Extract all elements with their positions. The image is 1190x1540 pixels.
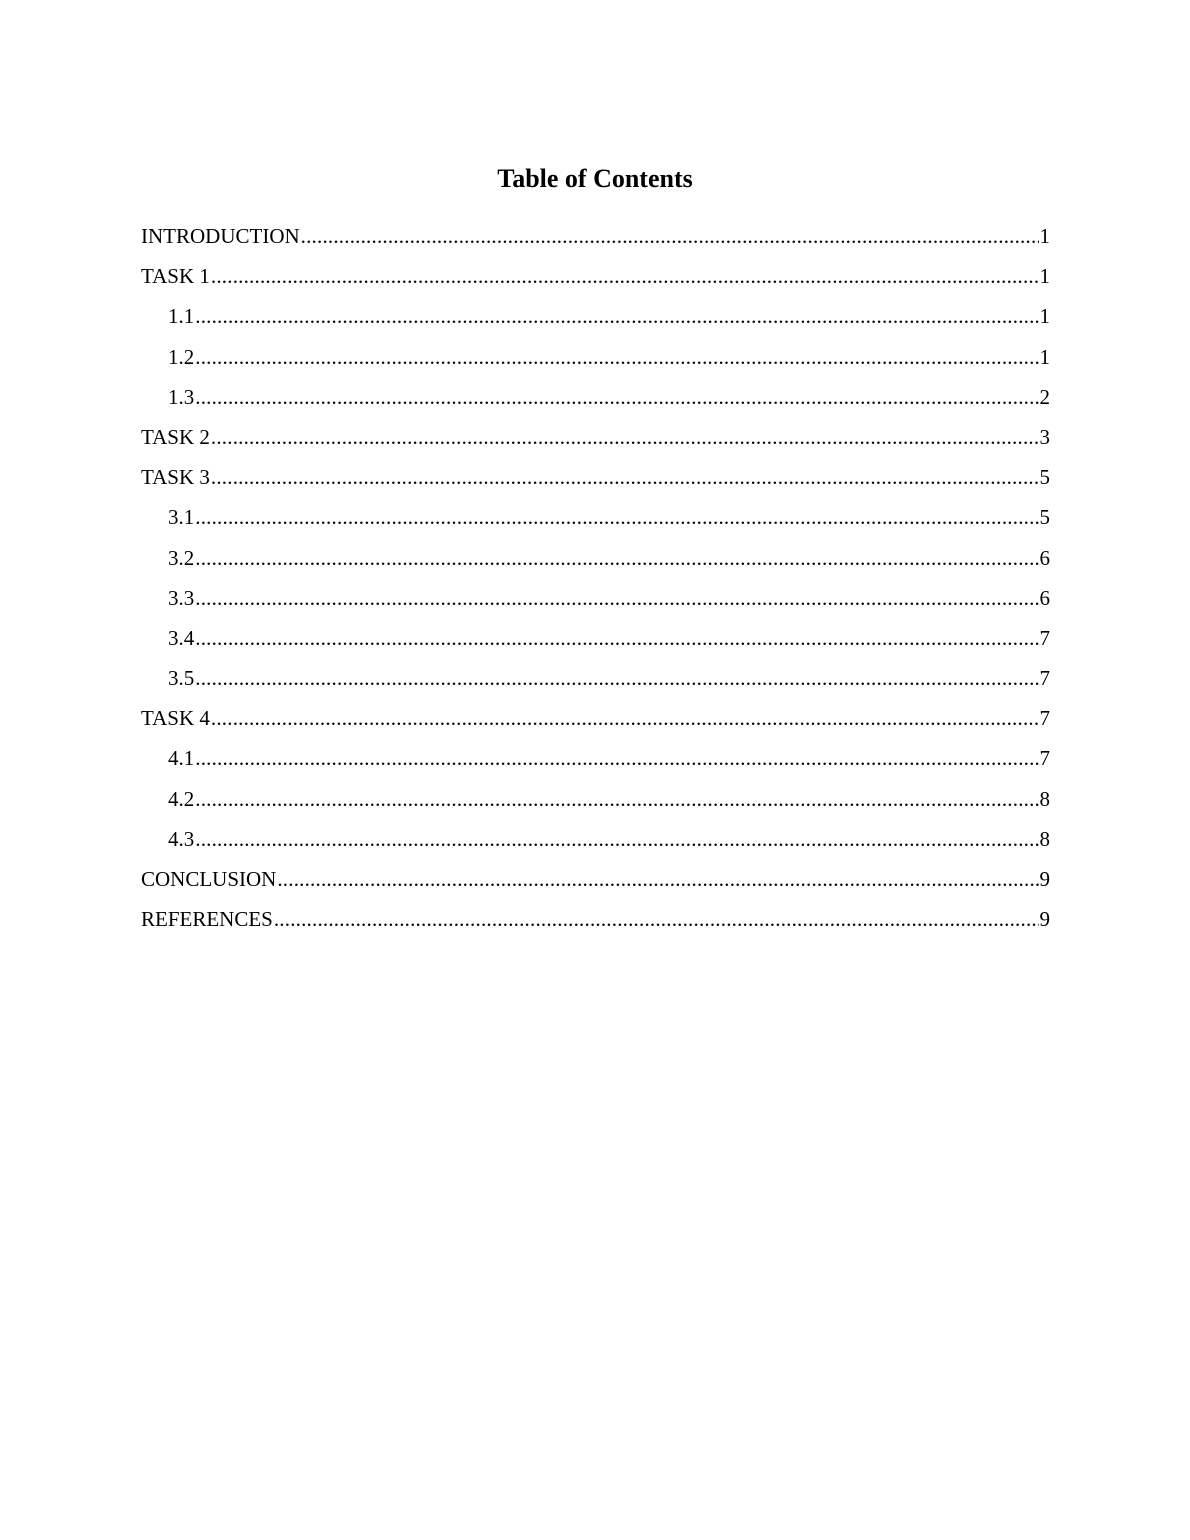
toc-entry-page-number: 5 [1039, 465, 1050, 490]
toc-entry[interactable] [141, 824, 1050, 864]
toc-dot-leader [211, 462, 1039, 492]
toc-dot-leader [195, 663, 1038, 693]
toc-dot-leader [277, 864, 1038, 894]
toc-entry-page-number: 1 [1039, 264, 1050, 289]
toc-entry[interactable] [141, 663, 1050, 703]
toc-entry-page-number: 1 [1039, 344, 1050, 369]
toc-entry-label: 4.3 [168, 826, 195, 851]
toc-dot-leader [195, 824, 1038, 854]
toc-dot-leader [195, 784, 1038, 814]
toc-entry-label: 3.1 [168, 505, 195, 530]
toc-dot-leader [195, 382, 1038, 412]
toc-entry-label: CONCLUSION [141, 867, 277, 891]
toc-list [141, 221, 1050, 944]
toc-entry-label: 4.2 [168, 786, 195, 811]
toc-entry-page-number: 7 [1039, 625, 1050, 650]
toc-entry-page-number: 1 [1039, 304, 1050, 329]
toc-entry-label: 1.2 [168, 344, 195, 369]
toc-entry-page-number: 2 [1039, 384, 1050, 409]
toc-dot-leader [195, 543, 1038, 573]
toc-entry[interactable] [141, 462, 1050, 502]
toc-entry[interactable] [141, 342, 1050, 382]
toc-entry-label: INTRODUCTION [141, 224, 300, 248]
toc-dot-leader [211, 422, 1039, 452]
toc-entry-label: 3.2 [168, 545, 195, 570]
toc-entry-label: 4.1 [168, 746, 195, 771]
toc-dot-leader [211, 703, 1039, 733]
toc-entry[interactable] [141, 502, 1050, 542]
toc-entry-label: REFERENCES [141, 907, 273, 932]
toc-entry-page-number: 8 [1039, 786, 1050, 811]
toc-entry-page-number: 6 [1039, 585, 1050, 610]
toc-entry[interactable] [141, 583, 1050, 623]
toc-dot-leader [274, 904, 1039, 934]
toc-entry-label: 3.5 [168, 666, 195, 691]
toc-dot-leader [211, 261, 1039, 291]
toc-entry[interactable] [141, 301, 1050, 341]
toc-entry-page-number: 9 [1039, 867, 1050, 891]
toc-entry[interactable] [141, 623, 1050, 663]
toc-entry[interactable] [141, 864, 1050, 904]
toc-dot-leader [195, 301, 1038, 331]
toc-dot-leader [301, 221, 1039, 251]
toc-dot-leader [195, 583, 1038, 613]
toc-entry-label: 1.1 [168, 304, 195, 329]
toc-entry-label: 1.3 [168, 384, 195, 409]
toc-title: Table of Contents [497, 164, 693, 193]
toc-dot-leader [195, 502, 1038, 532]
toc-entry-label: 3.4 [168, 625, 195, 650]
toc-dot-leader [195, 342, 1038, 372]
toc-entry[interactable] [141, 784, 1050, 824]
toc-entry[interactable] [141, 422, 1050, 462]
toc-entry[interactable] [141, 382, 1050, 422]
toc-entry[interactable] [141, 261, 1050, 301]
toc-entry-page-number: 7 [1039, 666, 1050, 691]
toc-entry[interactable] [141, 703, 1050, 743]
toc-entry[interactable] [141, 543, 1050, 583]
toc-entry-page-number: 6 [1039, 545, 1050, 570]
toc-dot-leader [195, 743, 1038, 773]
toc-entry-page-number: 8 [1039, 826, 1050, 851]
toc-entry[interactable] [141, 904, 1050, 944]
toc-entry-label: TASK 3 [141, 465, 210, 490]
toc-entry-page-number: 9 [1039, 907, 1050, 932]
toc-entry-page-number: 5 [1039, 505, 1050, 530]
toc-entry-label: 3.3 [168, 585, 195, 610]
toc-dot-leader [195, 623, 1038, 653]
toc-entry[interactable] [141, 221, 1050, 261]
toc-entry-label: TASK 1 [141, 264, 210, 289]
toc-entry-page-number: 7 [1039, 706, 1050, 731]
toc-entry[interactable] [141, 743, 1050, 783]
toc-entry-label: TASK 4 [141, 706, 210, 731]
toc-entry-page-number: 3 [1039, 424, 1050, 449]
toc-entry-page-number: 7 [1039, 746, 1050, 771]
toc-entry-page-number: 1 [1039, 224, 1050, 248]
toc-entry-label: TASK 2 [141, 424, 210, 449]
